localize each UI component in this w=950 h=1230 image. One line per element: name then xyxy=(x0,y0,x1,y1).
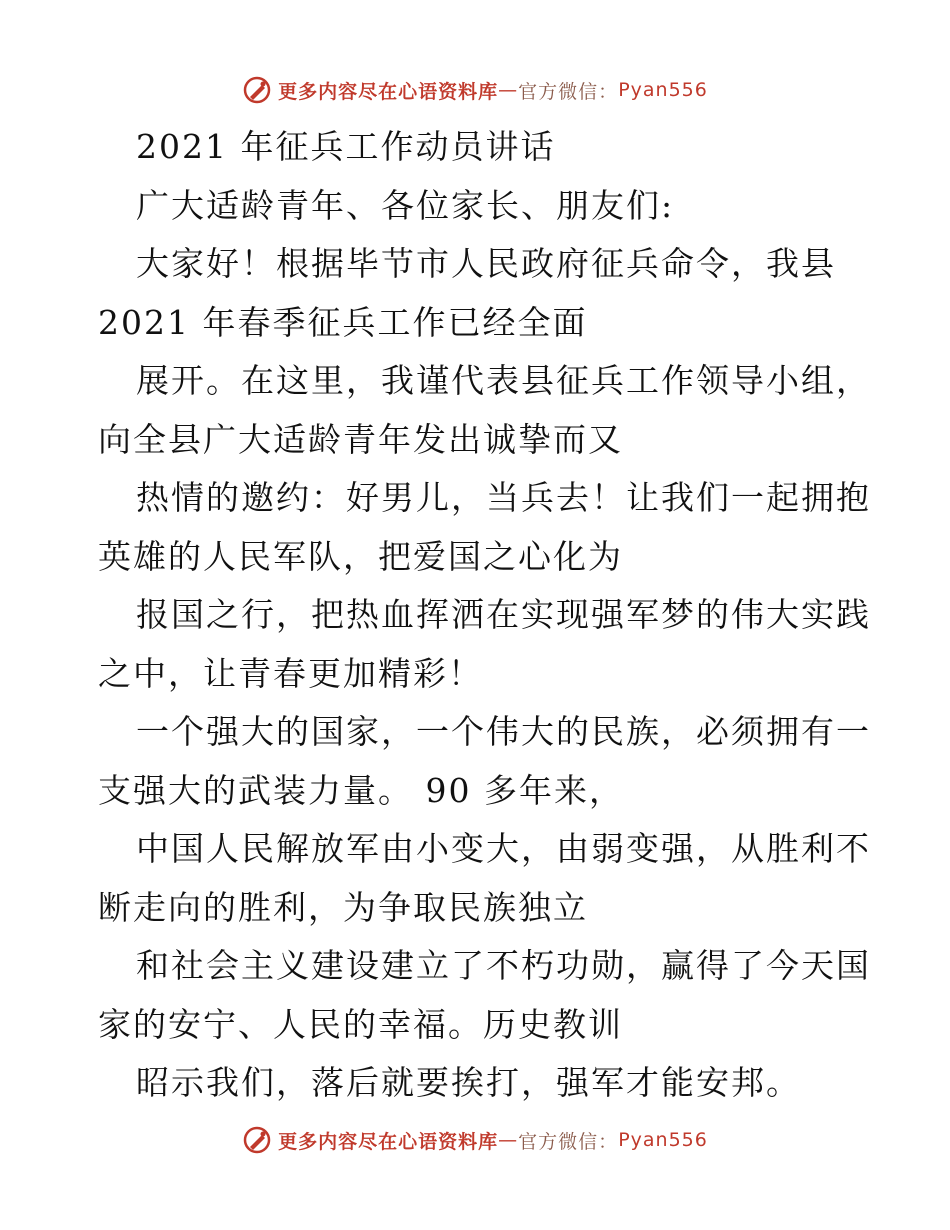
footer-separator: — xyxy=(498,1129,519,1151)
header-official-label: 官方微信： xyxy=(518,80,619,103)
document-title: 2021 年征兵工作动员讲话 xyxy=(136,127,556,166)
footer-watermark-banner xyxy=(0,1120,950,1160)
paragraph-line: 热情的邀约：好男儿，当兵去！让我们一起拥抱 xyxy=(136,478,871,517)
pen-logo-icon xyxy=(242,1125,272,1155)
footer-brand-text: 更多内容尽在心语资料库 xyxy=(278,1130,499,1153)
document-body xyxy=(98,118,871,1113)
footer-official-label: 官方微信： xyxy=(518,1130,619,1153)
header-separator: — xyxy=(498,79,519,101)
header-wechat-id: Pyan556 xyxy=(618,79,708,101)
paragraph-line: 中国人民解放军由小变大，由弱变强，从胜利不 xyxy=(136,829,871,868)
pen-logo-icon xyxy=(242,75,272,105)
paragraph-line: 大家好！根据毕节市人民政府征兵命令，我县 xyxy=(136,244,836,283)
paragraph-line: 2021 年春季征兵工作已经全面 xyxy=(98,302,588,342)
footer-wechat-id: Pyan556 xyxy=(618,1129,708,1151)
paragraph-line: 报国之行，把热血挥洒在实现强军梦的伟大实践 xyxy=(136,595,871,634)
paragraph-line: 向全县广大适龄青年发出诚挚而又 xyxy=(98,419,623,459)
paragraph-line: 昭示我们，落后就要挨打，强军才能安邦。 xyxy=(136,1063,801,1102)
paragraph-line: 展开。在这里，我谨代表县征兵工作领导小组， xyxy=(136,361,871,400)
header-brand-text: 更多内容尽在心语资料库 xyxy=(278,80,499,103)
paragraph-line: 支强大的武装力量。 90 多年来， xyxy=(98,770,624,810)
paragraph-line: 之中，让青春更加精彩！ xyxy=(98,653,483,693)
paragraph-line: 家的安宁、人民的幸福。历史教训 xyxy=(98,1004,623,1044)
paragraph-line: 和社会主义建设建立了不朽功勋，赢得了今天国 xyxy=(136,946,871,985)
header-watermark-banner xyxy=(0,70,950,110)
paragraph-line: 一个强大的国家，一个伟大的民族，必须拥有一 xyxy=(136,712,871,751)
salutation-line: 广大适龄青年、各位家长、朋友们: xyxy=(136,185,675,225)
paragraph-line: 英雄的人民军队，把爱国之心化为 xyxy=(98,536,623,576)
paragraph-line: 断走向的胜利，为争取民族独立 xyxy=(98,887,588,927)
